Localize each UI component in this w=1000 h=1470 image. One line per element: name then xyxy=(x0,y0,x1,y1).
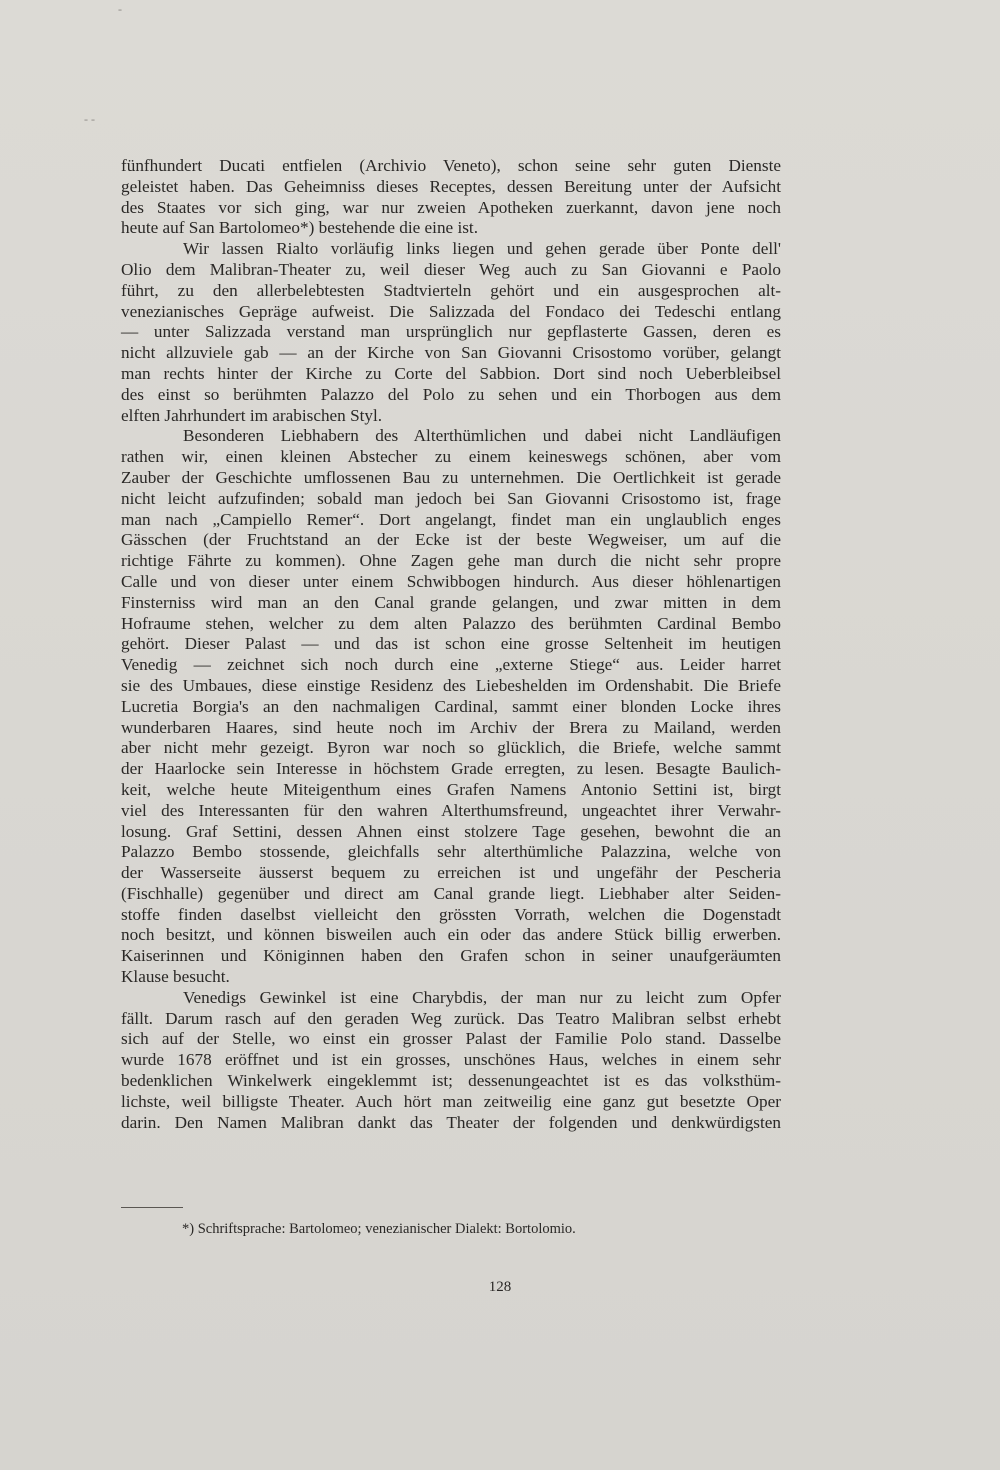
text-line: der Haarlocke sein Interesse in höchstem Grade erregten, zu lesen. Besagte Baulich- xyxy=(121,759,781,779)
footnote-rule xyxy=(121,1207,183,1208)
text-line: (Fischhalle) gegenüber und direct am Canal grande liegt. Liebhaber alter Seiden- xyxy=(121,883,781,903)
text-line: Gässchen (der Fruchtstand an der Ecke ist der beste Wegweiser, um auf die xyxy=(121,530,781,550)
text-line: keit, welche heute Miteigenthum eines Grafen Namens Antonio Settini ist, birgt xyxy=(121,779,781,799)
text-line: Venedigs Gewinkel ist eine Charybdis, der man nur zu leicht zum Opfer xyxy=(183,987,781,1007)
text-line: lichste, weil billigste Theater. Auch hört man zeitweilig eine ganz gut besetzte Oper xyxy=(121,1091,781,1111)
body-text xyxy=(121,156,781,1133)
text-line: Finsterniss wird man an den Canal grande gelangen, und zwar mitten in dem xyxy=(121,592,781,612)
text-line: rathen wir, einen kleinen Abstecher zu einem keineswegs schönen, aber vom xyxy=(121,447,781,467)
text-line: geleistet haben. Das Geheimniss dieses Receptes, dessen Bereitung unter der Aufsicht xyxy=(121,176,781,196)
text-line: Olio dem Malibran-Theater zu, weil dieser Weg auch zu San Giovanni e Paolo xyxy=(121,259,781,279)
text-line: der Wasserseite äusserst bequem zu erreichen ist und ungefähr der Pescheria xyxy=(121,863,781,883)
text-line: führt, zu den allerbelebtesten Stadtvierteln gehört und ein ausgesprochen alt- xyxy=(121,280,781,300)
text-line: nicht allzuviele gab — an der Kirche von San Giovanni Crisostomo vorüber, gelangt xyxy=(121,343,781,363)
footnote: *) Schriftsprache: Bartolomeo; venezianischer Dialekt: Bortolomio. xyxy=(182,1221,576,1237)
text-line: Palazzo Bembo stossende, gleichfalls sehr alterthümliche Palazzina, welche von xyxy=(121,842,781,862)
text-line: des einst so berühmten Palazzo del Polo zu sehen und ein Thorbogen aus dem xyxy=(121,384,781,404)
text-line: richtige Fährte zu kommen). Ohne Zagen gehe man durch die nicht sehr propre xyxy=(121,551,781,571)
text-line: heute auf San Bartolomeo*) bestehende die eine ist. xyxy=(121,218,479,238)
text-line: Lucretia Borgia's an den nachmaligen Cardinal, sammt einer blonden Locke ihres xyxy=(121,696,781,716)
text-line: nicht leicht aufzufinden; sobald man jedoch bei San Giovanni Crisostomo ist, frage xyxy=(121,488,781,508)
text-line: Venedig — zeichnet sich noch durch eine „externe Stiege“ aus. Leider harret xyxy=(121,655,781,675)
text-line: des Staates vor sich ging, war nur zweien Apotheken zuerkannt, davon jene noch xyxy=(121,197,781,217)
text-line: losung. Graf Settini, dessen Ahnen einst stolzere Tage gesehen, bewohnt die an xyxy=(121,821,781,841)
text-line: aber nicht mehr gezeigt. Byron war noch so glücklich, die Briefe, welche sammt xyxy=(121,738,781,758)
text-line: — unter Salizzada verstand man ursprünglich nur gepflasterte Gassen, deren es xyxy=(121,322,781,342)
text-line: Hofraume stehen, welcher zu dem alten Palazzo des berühmten Cardinal Bembo xyxy=(121,613,781,633)
text-line: gehört. Dieser Palast — und das ist schon eine grosse Seltenheit im heutigen xyxy=(121,634,781,654)
page-number: 128 xyxy=(488,1279,512,1295)
text-line: Besonderen Liebhabern des Alterthümlichen und dabei nicht Landläufigen xyxy=(183,426,781,446)
text-line: darin. Den Namen Malibran dankt das Theater der folgenden und denkwürdigsten xyxy=(121,1112,781,1132)
text-line: sie des Umbaues, diese einstige Residenz des Liebeshelden im Ordenshabit. Die Briefe xyxy=(121,675,781,695)
text-line: fünfhundert Ducati entfielen (Archivio Veneto), schon seine sehr guten Dienste xyxy=(121,156,781,175)
text-line: venezianisches Gepräge aufweist. Die Salizzada del Fondaco dei Tedeschi entlang xyxy=(121,301,781,321)
text-line: viel des Interessanten für den wahren Alterthumsfreund, ungeachtet ihrer Verwahr- xyxy=(121,800,781,820)
text-line: elften Jahrhundert im arabischen Styl. xyxy=(121,405,383,425)
text-line: bedenklichen Winkelwerk eingeklemmt ist; dessenungeachtet ist es das volksthüm- xyxy=(121,1071,781,1091)
text-line: sich auf der Stelle, wo einst ein grosser Palast der Familie Polo stand. Dasselbe xyxy=(121,1029,781,1049)
text-line: Zauber der Geschichte umflossenen Bau zu unternehmen. Die Oertlichkeit ist gerade xyxy=(121,467,781,487)
margin-speck: - xyxy=(118,2,122,16)
text-line: Klause besucht. xyxy=(121,967,230,987)
text-line: Wir lassen Rialto vorläufig links liegen und gehen gerade über Ponte dell' xyxy=(183,239,781,259)
text-line: Calle und von dieser unter einem Schwibbogen hindurch. Aus dieser höhlenartigen xyxy=(121,571,781,591)
text-line: Kaiserinnen und Königinnen haben den Grafen schon in seiner unaufgeräumten xyxy=(121,946,781,966)
text-line: stoffe finden daselbst vielleicht den grössten Vorrath, welchen die Dogenstadt xyxy=(121,904,781,924)
text-line: fällt. Darum rasch auf den geraden Weg zurück. Das Teatro Malibran selbst erhebt xyxy=(121,1008,781,1028)
text-line: wurde 1678 eröffnet und ist ein grosses, unschönes Haus, welches in einem sehr xyxy=(121,1050,781,1070)
text-line: wunderbaren Haares, sind heute noch im Archiv der Brera zu Mailand, werden xyxy=(121,717,781,737)
text-line: noch besitzt, und können bisweilen auch ein oder das andere Stück billig erwerben. xyxy=(121,925,781,945)
text-line: man nach „Campiello Remer“. Dort angelangt, findet man ein unglaublich enges xyxy=(121,509,781,529)
margin-speck: - - xyxy=(84,112,95,126)
text-line: man rechts hinter der Kirche zu Corte del Sabbion. Dort sind noch Ueberbleibsel xyxy=(121,363,781,383)
